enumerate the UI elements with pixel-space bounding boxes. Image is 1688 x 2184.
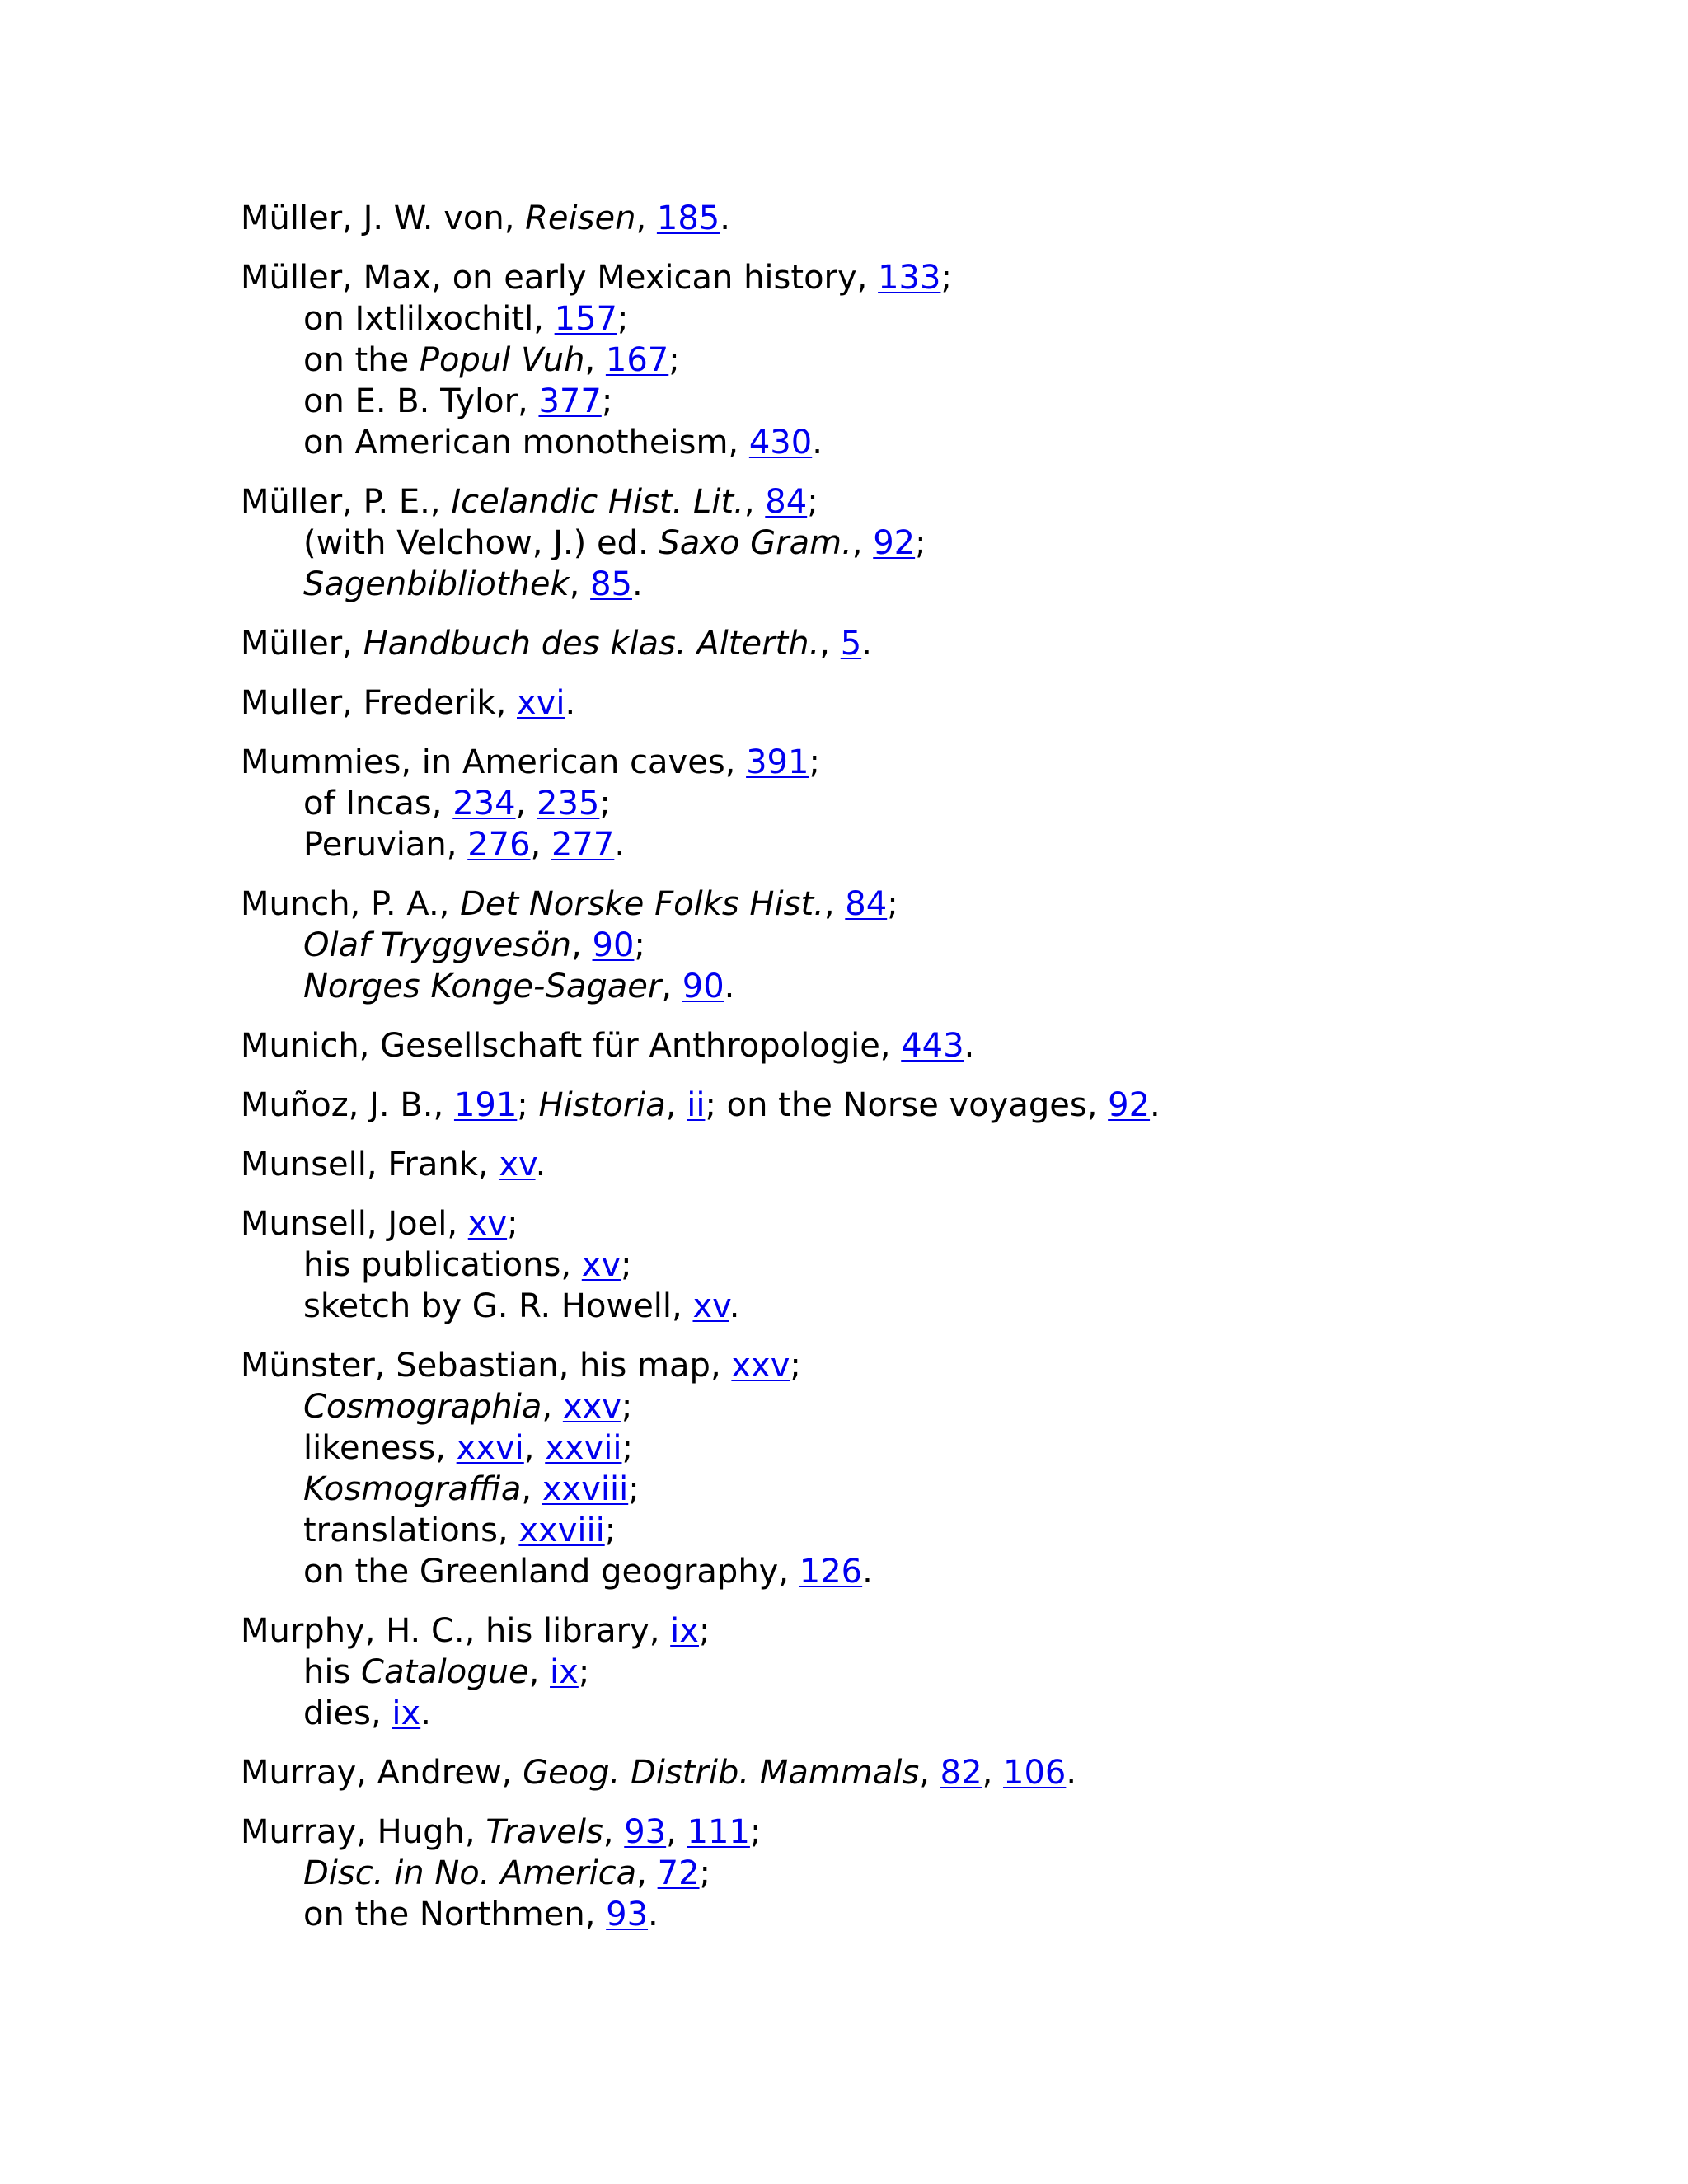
entry-text: ; [617, 300, 629, 338]
entry-subline [241, 1386, 1642, 1427]
entry-text: ; [578, 1653, 590, 1691]
page-reference-link[interactable]: 430 [748, 424, 813, 462]
entry-subline [241, 1894, 1642, 1935]
index-entry-muller-frederik [241, 682, 1642, 724]
entry-text: Muller, Frederik, [241, 684, 517, 722]
page-reference-link[interactable]: 191 [453, 1086, 518, 1124]
entry-text: . [1066, 1754, 1077, 1792]
entry-heading-line [241, 883, 1642, 925]
entry-text: his publications, [303, 1246, 582, 1284]
entry-text: , [851, 524, 874, 562]
page-reference-link[interactable]: xvi [517, 684, 565, 722]
page-reference-link[interactable]: ix [392, 1694, 421, 1732]
entry-text: , [584, 341, 606, 379]
entry-heading-line [241, 481, 1642, 523]
page-reference-link[interactable]: 72 [657, 1854, 700, 1892]
entry-text: , [823, 885, 846, 923]
entry-text: , [666, 1813, 687, 1851]
entry-text: , [569, 565, 591, 603]
entry-text: ; [887, 885, 898, 923]
entry-heading-line [241, 1025, 1642, 1066]
entry-text: , [528, 1653, 551, 1691]
entry-text: ; [628, 1470, 640, 1508]
entry-text: Murray, Andrew, [241, 1754, 523, 1792]
page-reference-link[interactable]: 276 [467, 826, 531, 864]
index-entry-mummies [241, 742, 1642, 865]
entry-text: ; [699, 1854, 711, 1892]
entry-text: ; [599, 785, 611, 823]
entry-text: . [861, 625, 872, 663]
entry-text: ; [809, 743, 820, 781]
page-reference-link[interactable]: ii [687, 1086, 706, 1124]
entry-text: on the [303, 341, 420, 379]
italic-title: Icelandic Hist. Lit. [451, 483, 744, 521]
entry-heading-line [241, 198, 1642, 239]
entry-text: Munich, Gesellschaft für Anthropologie, [241, 1027, 902, 1065]
entry-text: . [724, 968, 735, 1005]
page-reference-link[interactable]: 234 [452, 785, 516, 823]
entry-subline [241, 340, 1642, 381]
entry-heading-line [241, 1811, 1642, 1853]
page-reference-link[interactable]: 84 [765, 483, 808, 521]
entry-heading-line [241, 1752, 1642, 1793]
italic-title: Sagenbibliothek [303, 565, 570, 603]
entry-text: ; [668, 341, 680, 379]
entry-text: . [964, 1027, 975, 1065]
entry-subline [241, 1551, 1642, 1592]
entry-text: ; [507, 1205, 518, 1243]
index-entry-munoz [241, 1085, 1642, 1126]
page-reference-link[interactable]: xv [581, 1246, 621, 1284]
entry-text: ; [604, 1511, 617, 1549]
page-reference-link[interactable]: xv [499, 1146, 536, 1183]
entry-subline [241, 1244, 1642, 1286]
entry-text: . [565, 684, 576, 722]
entry-text: ; [940, 259, 952, 297]
index-entry-munch [241, 883, 1642, 1007]
entry-text: Mummies, in American caves, [241, 743, 747, 781]
entry-subline [241, 783, 1642, 824]
entry-subline [241, 1286, 1642, 1327]
page-reference-link[interactable]: 185 [656, 199, 720, 237]
entry-heading-line [241, 1610, 1642, 1652]
entry-subline [241, 298, 1642, 340]
entry-subline [241, 1510, 1642, 1551]
index-entry-munsell-frank [241, 1144, 1642, 1185]
entry-text: , [530, 826, 551, 864]
entry-text: , [661, 968, 682, 1005]
entry-subline [241, 381, 1642, 422]
italic-title: Kosmograffia [303, 1470, 522, 1508]
page-reference-link[interactable]: 93 [624, 1813, 667, 1851]
entry-text: . [1150, 1086, 1160, 1124]
entry-text: . [862, 1553, 873, 1591]
index-entry-muller-max [241, 257, 1642, 463]
index-entry-muller-jw [241, 198, 1642, 239]
entry-subline [241, 564, 1642, 605]
page-reference-link[interactable]: xxv [562, 1388, 621, 1426]
entry-text: Munsell, Joel, [241, 1205, 468, 1243]
entry-text: . [632, 565, 643, 603]
entry-subline [241, 1853, 1642, 1894]
entry-heading-line [241, 1144, 1642, 1185]
italic-title: Reisen [525, 199, 636, 237]
entry-text: Müller, P. E., [241, 483, 452, 521]
entry-text: ; [698, 1612, 710, 1650]
entry-text: on the Northmen, [303, 1896, 607, 1933]
page-reference-link[interactable]: xxvi [456, 1429, 524, 1467]
entry-heading-line [241, 1345, 1642, 1386]
index-page [241, 198, 1642, 1953]
entry-text: ; [517, 1086, 539, 1124]
entry-text: Müller, Max, on early Mexican history, [241, 259, 879, 297]
entry-text: , [523, 1429, 546, 1467]
italic-title: Travels [485, 1813, 603, 1851]
page-reference-link[interactable]: 377 [538, 382, 602, 420]
entry-text: likeness, [303, 1429, 457, 1467]
entry-text: sketch by G. R. Howell, [303, 1287, 693, 1325]
page-reference-link[interactable]: ix [550, 1653, 579, 1691]
italic-title: Handbuch des klas. Alterth. [363, 625, 820, 663]
entry-text: , [521, 1470, 542, 1508]
index-entry-muller-pe [241, 481, 1642, 605]
entry-text: . [614, 826, 626, 864]
entry-text: Murray, Hugh, [241, 1813, 486, 1851]
entry-text: of Incas, [303, 785, 453, 823]
entry-text: on Ixtlilxochitl, [303, 300, 555, 338]
entry-text: translations, [303, 1511, 519, 1549]
entry-text: his [303, 1653, 362, 1691]
index-entry-murray-hugh [241, 1811, 1642, 1935]
page-reference-link[interactable]: 106 [1003, 1754, 1067, 1792]
page-reference-link[interactable]: xv [692, 1287, 729, 1325]
entry-heading-line [241, 257, 1642, 298]
entry-text: , [571, 926, 593, 964]
italic-title: Catalogue [361, 1653, 529, 1691]
italic-title: Disc. in No. America [303, 1854, 637, 1892]
page-reference-link[interactable]: 82 [940, 1754, 982, 1792]
entry-text: Munch, P. A., [241, 885, 461, 923]
entry-text: , [665, 1086, 687, 1124]
entry-text: , [636, 1854, 658, 1892]
entry-text: ; [621, 1388, 633, 1426]
index-entry-munster [241, 1345, 1642, 1592]
entry-subline [241, 422, 1642, 463]
entry-text: . [535, 1146, 546, 1183]
entry-subline [241, 1652, 1642, 1693]
entry-text: , [542, 1388, 563, 1426]
entry-subline [241, 966, 1642, 1007]
entry-text: (with Velchow, J.) ed. [303, 524, 659, 562]
index-entry-murray-andrew [241, 1752, 1642, 1793]
page-reference-link[interactable]: ix [670, 1612, 699, 1650]
page-reference-link[interactable]: xxvii [545, 1429, 622, 1467]
entry-text: , [515, 785, 537, 823]
entry-text: ; [621, 1429, 633, 1467]
italic-title: Cosmographia [303, 1388, 542, 1426]
page-reference-link[interactable]: 84 [845, 885, 888, 923]
entry-text: . [729, 1287, 740, 1325]
page-reference-link[interactable]: 391 [746, 743, 809, 781]
entry-text: . [648, 1896, 659, 1933]
entry-text: ; [915, 524, 926, 562]
entry-text: Murphy, H. C., his library, [241, 1612, 671, 1650]
italic-title: Historia [538, 1086, 666, 1124]
entry-text: ; [807, 483, 818, 521]
entry-heading-line [241, 623, 1642, 664]
italic-title: Det Norske Folks Hist. [460, 885, 824, 923]
page-reference-link[interactable]: 167 [605, 341, 669, 379]
entry-text: dies, [303, 1694, 392, 1732]
entry-heading-line [241, 1203, 1642, 1244]
entry-heading-line [241, 742, 1642, 783]
index-entry-munsell-joel [241, 1203, 1642, 1327]
entry-heading-line [241, 1085, 1642, 1126]
page-reference-link[interactable]: 92 [873, 524, 916, 562]
entry-text: , [982, 1754, 1004, 1792]
entry-text: ; [749, 1813, 762, 1851]
entry-text: Müller, [241, 625, 363, 663]
italic-title: Saxo Gram. [659, 524, 852, 562]
entry-text: on the Greenland geography, [303, 1553, 799, 1591]
entry-subline [241, 1693, 1642, 1734]
page-reference-link[interactable]: 90 [682, 968, 724, 1005]
entry-text: on American monotheism, [303, 424, 749, 462]
index-entry-muller-handbuch [241, 623, 1642, 664]
page-reference-link[interactable]: 92 [1108, 1086, 1151, 1124]
page-reference-link[interactable]: 85 [590, 565, 632, 603]
entry-text: , [635, 199, 657, 237]
entry-text: ; [790, 1347, 801, 1385]
entry-subline [241, 824, 1642, 865]
entry-text: Muñoz, J. B., [241, 1086, 454, 1124]
entry-subline [241, 925, 1642, 966]
page-reference-link[interactable]: 443 [901, 1027, 964, 1065]
entry-text: ; on the Norse voyages, [705, 1086, 1109, 1124]
entry-text: , [743, 483, 766, 521]
page-reference-link[interactable]: 5 [840, 625, 862, 663]
entry-text: . [420, 1694, 431, 1732]
entry-text: , [919, 1754, 940, 1792]
italic-title: Norges Konge-Sagaer [303, 968, 662, 1005]
entry-text: Münster, Sebastian, his map, [241, 1347, 732, 1385]
entry-subline [241, 523, 1642, 564]
italic-title: Popul Vuh [419, 341, 585, 379]
index-entry-murphy [241, 1610, 1642, 1734]
entry-subline [241, 1427, 1642, 1469]
index-entry-munich [241, 1025, 1642, 1066]
entry-text: ; [634, 926, 645, 964]
entry-text: . [720, 199, 730, 237]
entry-text: Müller, J. W. von, [241, 199, 526, 237]
page-reference-link[interactable]: 133 [878, 259, 941, 297]
page-reference-link[interactable]: xxviii [542, 1470, 629, 1508]
page-reference-link[interactable]: 90 [592, 926, 635, 964]
page-reference-link[interactable]: 277 [551, 826, 615, 864]
entry-subline [241, 1469, 1642, 1510]
page-reference-link[interactable]: xv [467, 1205, 508, 1243]
page-reference-link[interactable]: xxviii [518, 1511, 605, 1549]
entry-text: ; [621, 1246, 632, 1284]
entry-text: , [819, 625, 841, 663]
entry-text: on E. B. Tylor, [303, 382, 539, 420]
entry-text: ; [601, 382, 613, 420]
page-reference-link[interactable]: 157 [554, 300, 617, 338]
italic-title: Geog. Distrib. Mammals [523, 1754, 920, 1792]
entry-text: Munsell, Frank, [241, 1146, 499, 1183]
entry-text: . [812, 424, 823, 462]
page-reference-link[interactable]: 235 [537, 785, 600, 823]
italic-title: Olaf Tryggvesön [303, 926, 572, 964]
entry-heading-line [241, 682, 1642, 724]
page-reference-link[interactable]: 111 [687, 1813, 750, 1851]
page-reference-link[interactable]: 93 [606, 1896, 649, 1933]
page-reference-link[interactable]: xxv [731, 1347, 790, 1385]
page-reference-link[interactable]: 126 [799, 1553, 863, 1591]
entry-text: Peruvian, [303, 826, 468, 864]
entry-text: , [603, 1813, 625, 1851]
